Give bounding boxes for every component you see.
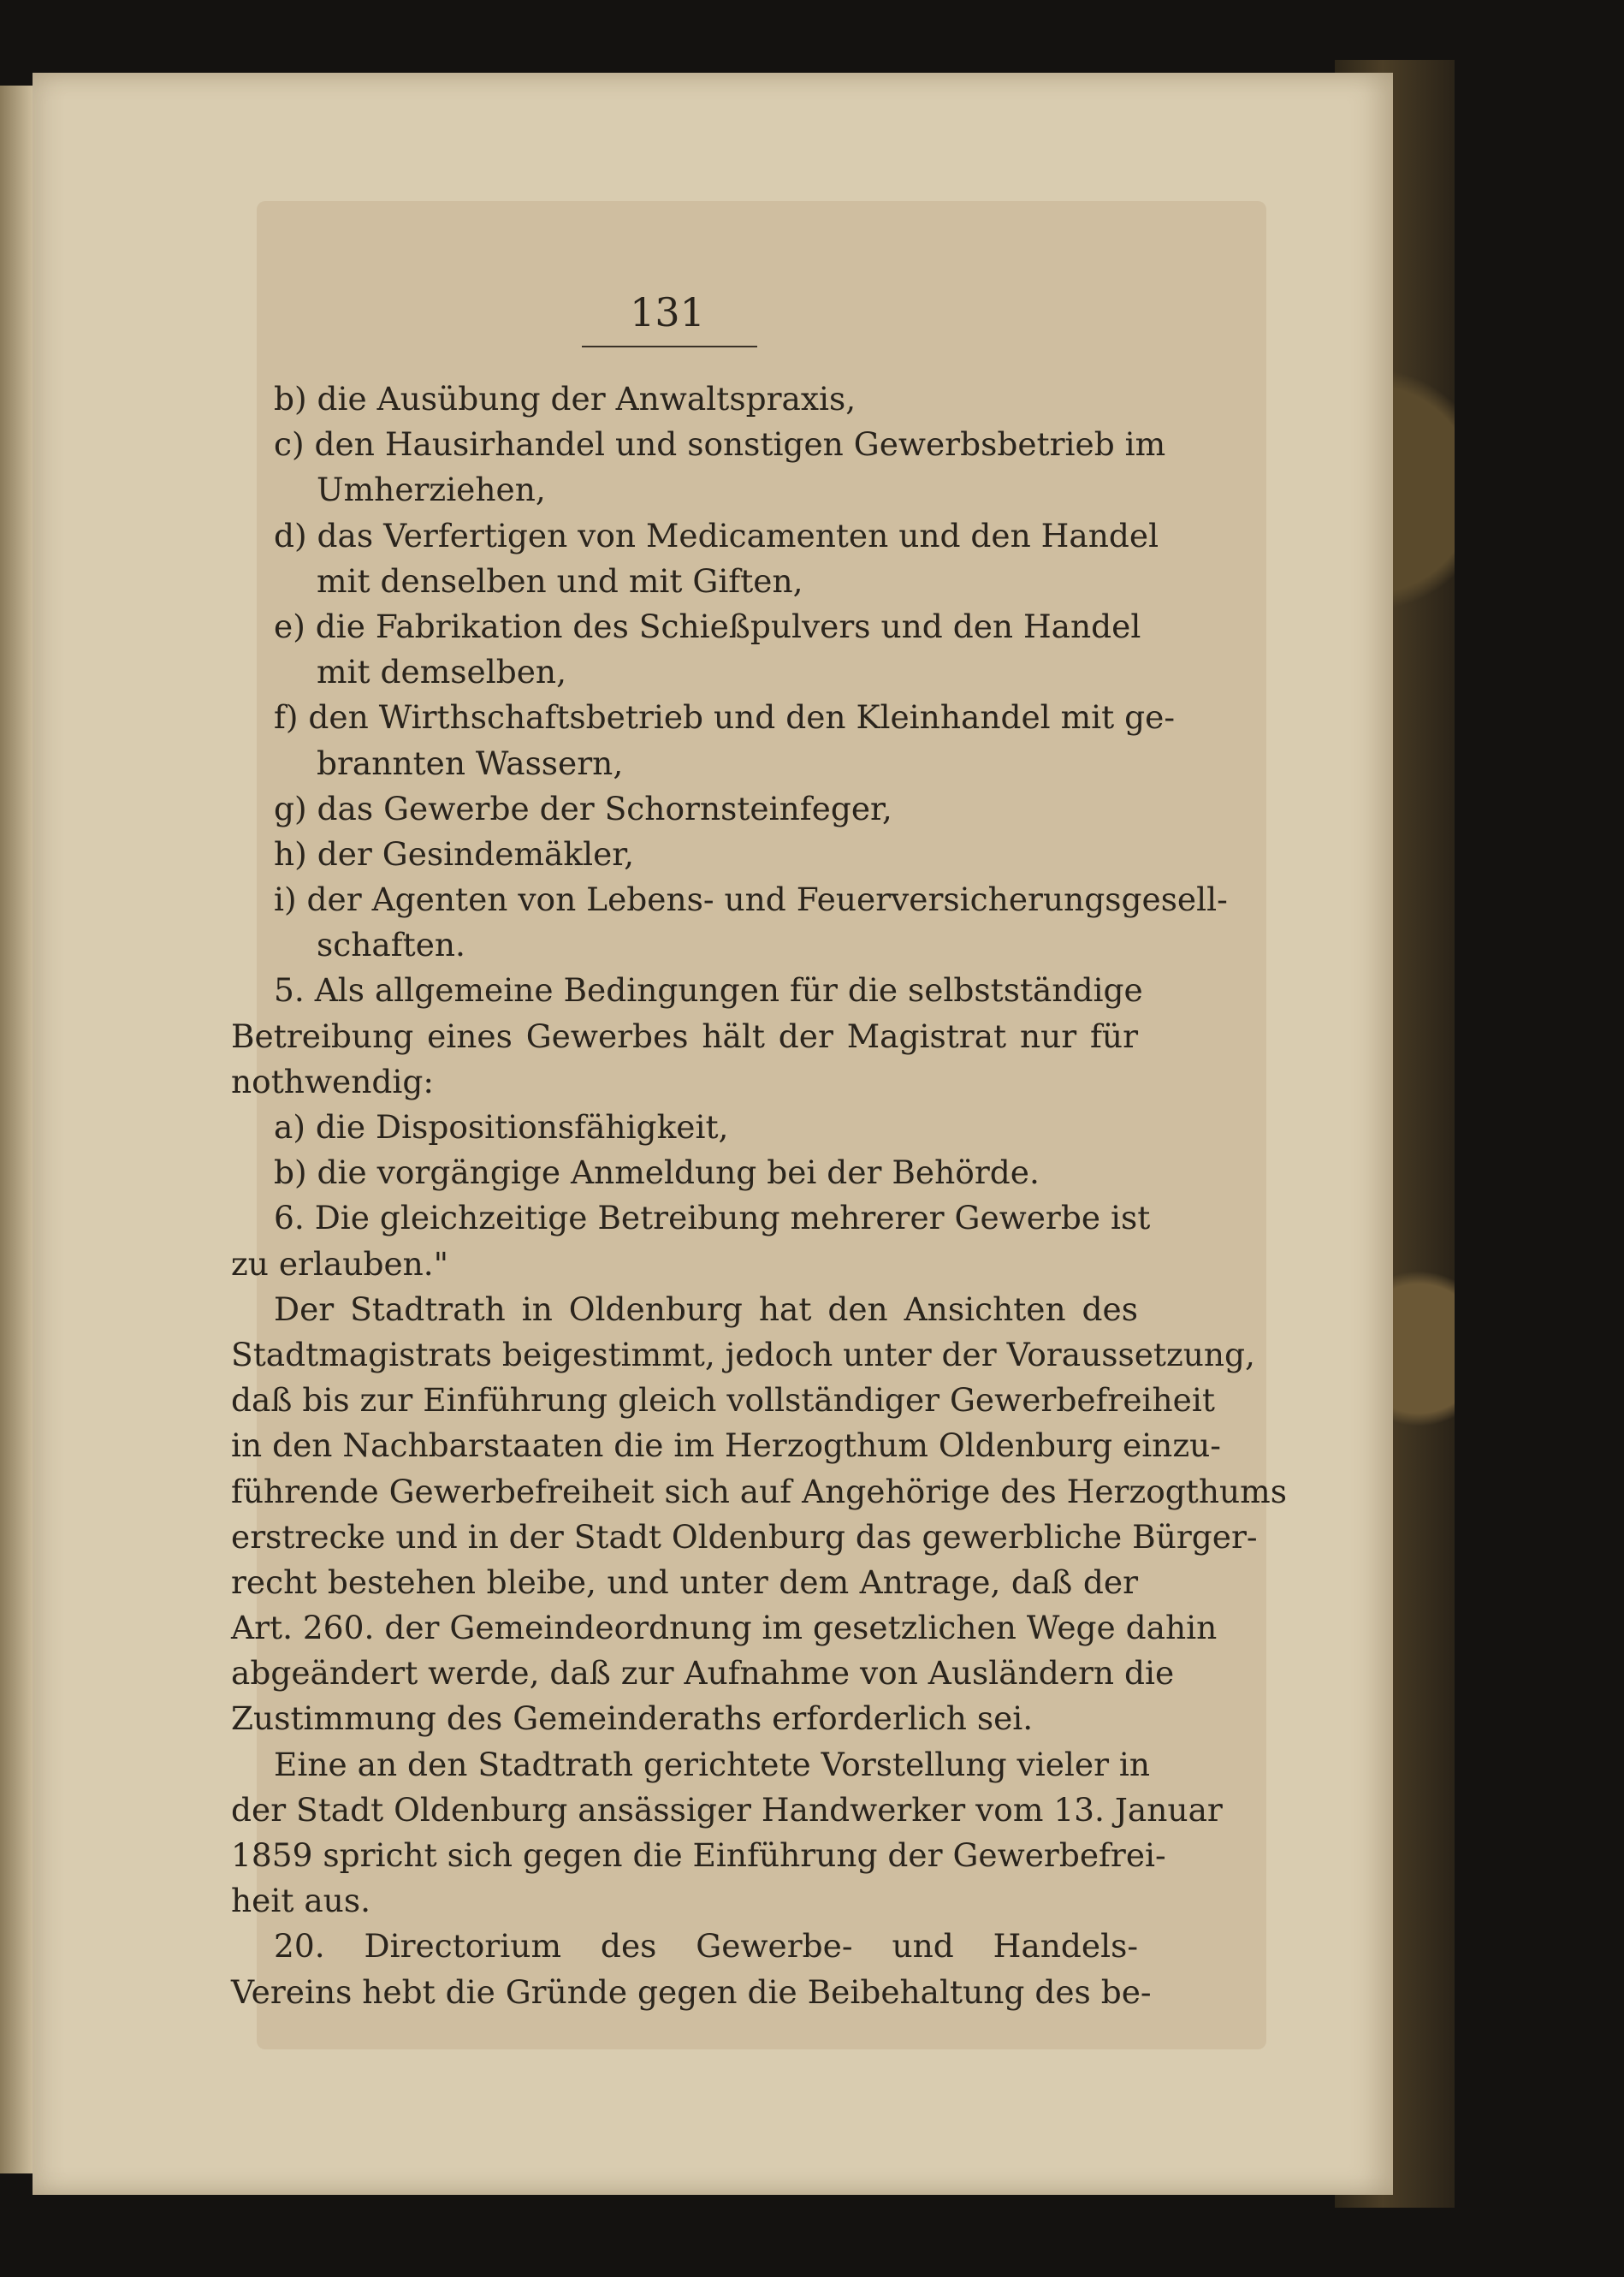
text-line: d) das Verfertigen von Medicamenten und den Handel — [274, 516, 1159, 554]
text-line: Betreibung eines Gewerbes hält der Magistrat nur für — [231, 1017, 1138, 1055]
text-line: heit aus. — [231, 1882, 371, 1920]
text-line: Stadtmagistrats beigestimmt, jedoch unter der Voraussetzung, — [231, 1335, 1255, 1373]
text-line: 6. Die gleichzeitige Betreibung mehrerer Gewerbe ist — [274, 1199, 1151, 1237]
text-line: abgeändert werde, daß zur Aufnahme von Ausländern die — [231, 1654, 1175, 1693]
text-line: führende Gewerbefreiheit sich auf Angehörige des Herzogthums — [231, 1472, 1287, 1510]
text-line: 5. Als allgemeine Bedingungen für die selbstständige — [274, 971, 1143, 1010]
text-line: in den Nachbarstaaten die im Herzogthum Oldenburg einzu- — [231, 1426, 1221, 1465]
text-line: schaften. — [317, 926, 465, 964]
text-line: h) der Gesindemäkler, — [274, 834, 635, 873]
text-line: Eine an den Stadtrath gerichtete Vorstellung vieler in — [274, 1745, 1151, 1783]
text-line: zu erlauben." — [231, 1244, 448, 1283]
text-line: i) der Agenten von Lebens- und Feuerversicherungsgesell- — [274, 881, 1228, 919]
text-line: nothwendig: — [231, 1062, 435, 1100]
text-line: der Stadt Oldenburg ansässiger Handwerker vom 13. Januar — [231, 1790, 1223, 1829]
text-line: b) die vorgängige Anmeldung bei der Behörde. — [274, 1153, 1040, 1192]
text-line: recht bestehen bleibe, und unter dem Antrage, daß der — [231, 1562, 1138, 1601]
text-line: a) die Dispositionsfähigkeit, — [274, 1108, 729, 1146]
text-line: 1859 spricht sich gegen die Einführung der Gewerbefrei- — [231, 1836, 1166, 1874]
text-line: erstrecke und in der Stadt Oldenburg das gewerbliche Bürger- — [231, 1517, 1258, 1556]
facing-page-edge — [0, 86, 34, 2173]
text-line: f) den Wirthschaftsbetrieb und den Kleinhandel mit ge- — [274, 698, 1176, 737]
text-line: Umherziehen, — [317, 471, 546, 509]
text-line: Der Stadtrath in Oldenburg hat den Ansichten des — [274, 1290, 1138, 1328]
text-line: Zustimmung des Gemeinderaths erforderlich sei. — [231, 1699, 1034, 1738]
page-number: 131 — [630, 289, 705, 335]
text-line: daß bis zur Einführung gleich vollständiger Gewerbefreiheit — [231, 1381, 1215, 1420]
header-rule — [582, 346, 757, 347]
text-line: e) die Fabrikation des Schießpulvers und den Handel — [274, 607, 1141, 645]
text-line: mit denselben und mit Giften, — [317, 561, 803, 600]
body-text — [231, 377, 1287, 2015]
text-line: g) das Gewerbe der Schornsteinfeger, — [274, 789, 892, 827]
text-line: Vereins hebt die Gründe gegen die Beibehaltung des be- — [231, 1972, 1152, 2011]
text-line: Art. 260. der Gemeindeordnung im gesetzlichen Wege dahin — [231, 1609, 1218, 1647]
text-line: b) die Ausübung der Anwaltspraxis, — [274, 380, 856, 418]
text-line: 20. Directorium des Gewerbe- und Handels- — [274, 1927, 1138, 1966]
text-line: c) den Hausirhandel und sonstigen Gewerbsbetrieb im — [274, 425, 1166, 464]
text-line: mit demselben, — [317, 653, 566, 691]
text-line: brannten Wassern, — [317, 744, 624, 782]
